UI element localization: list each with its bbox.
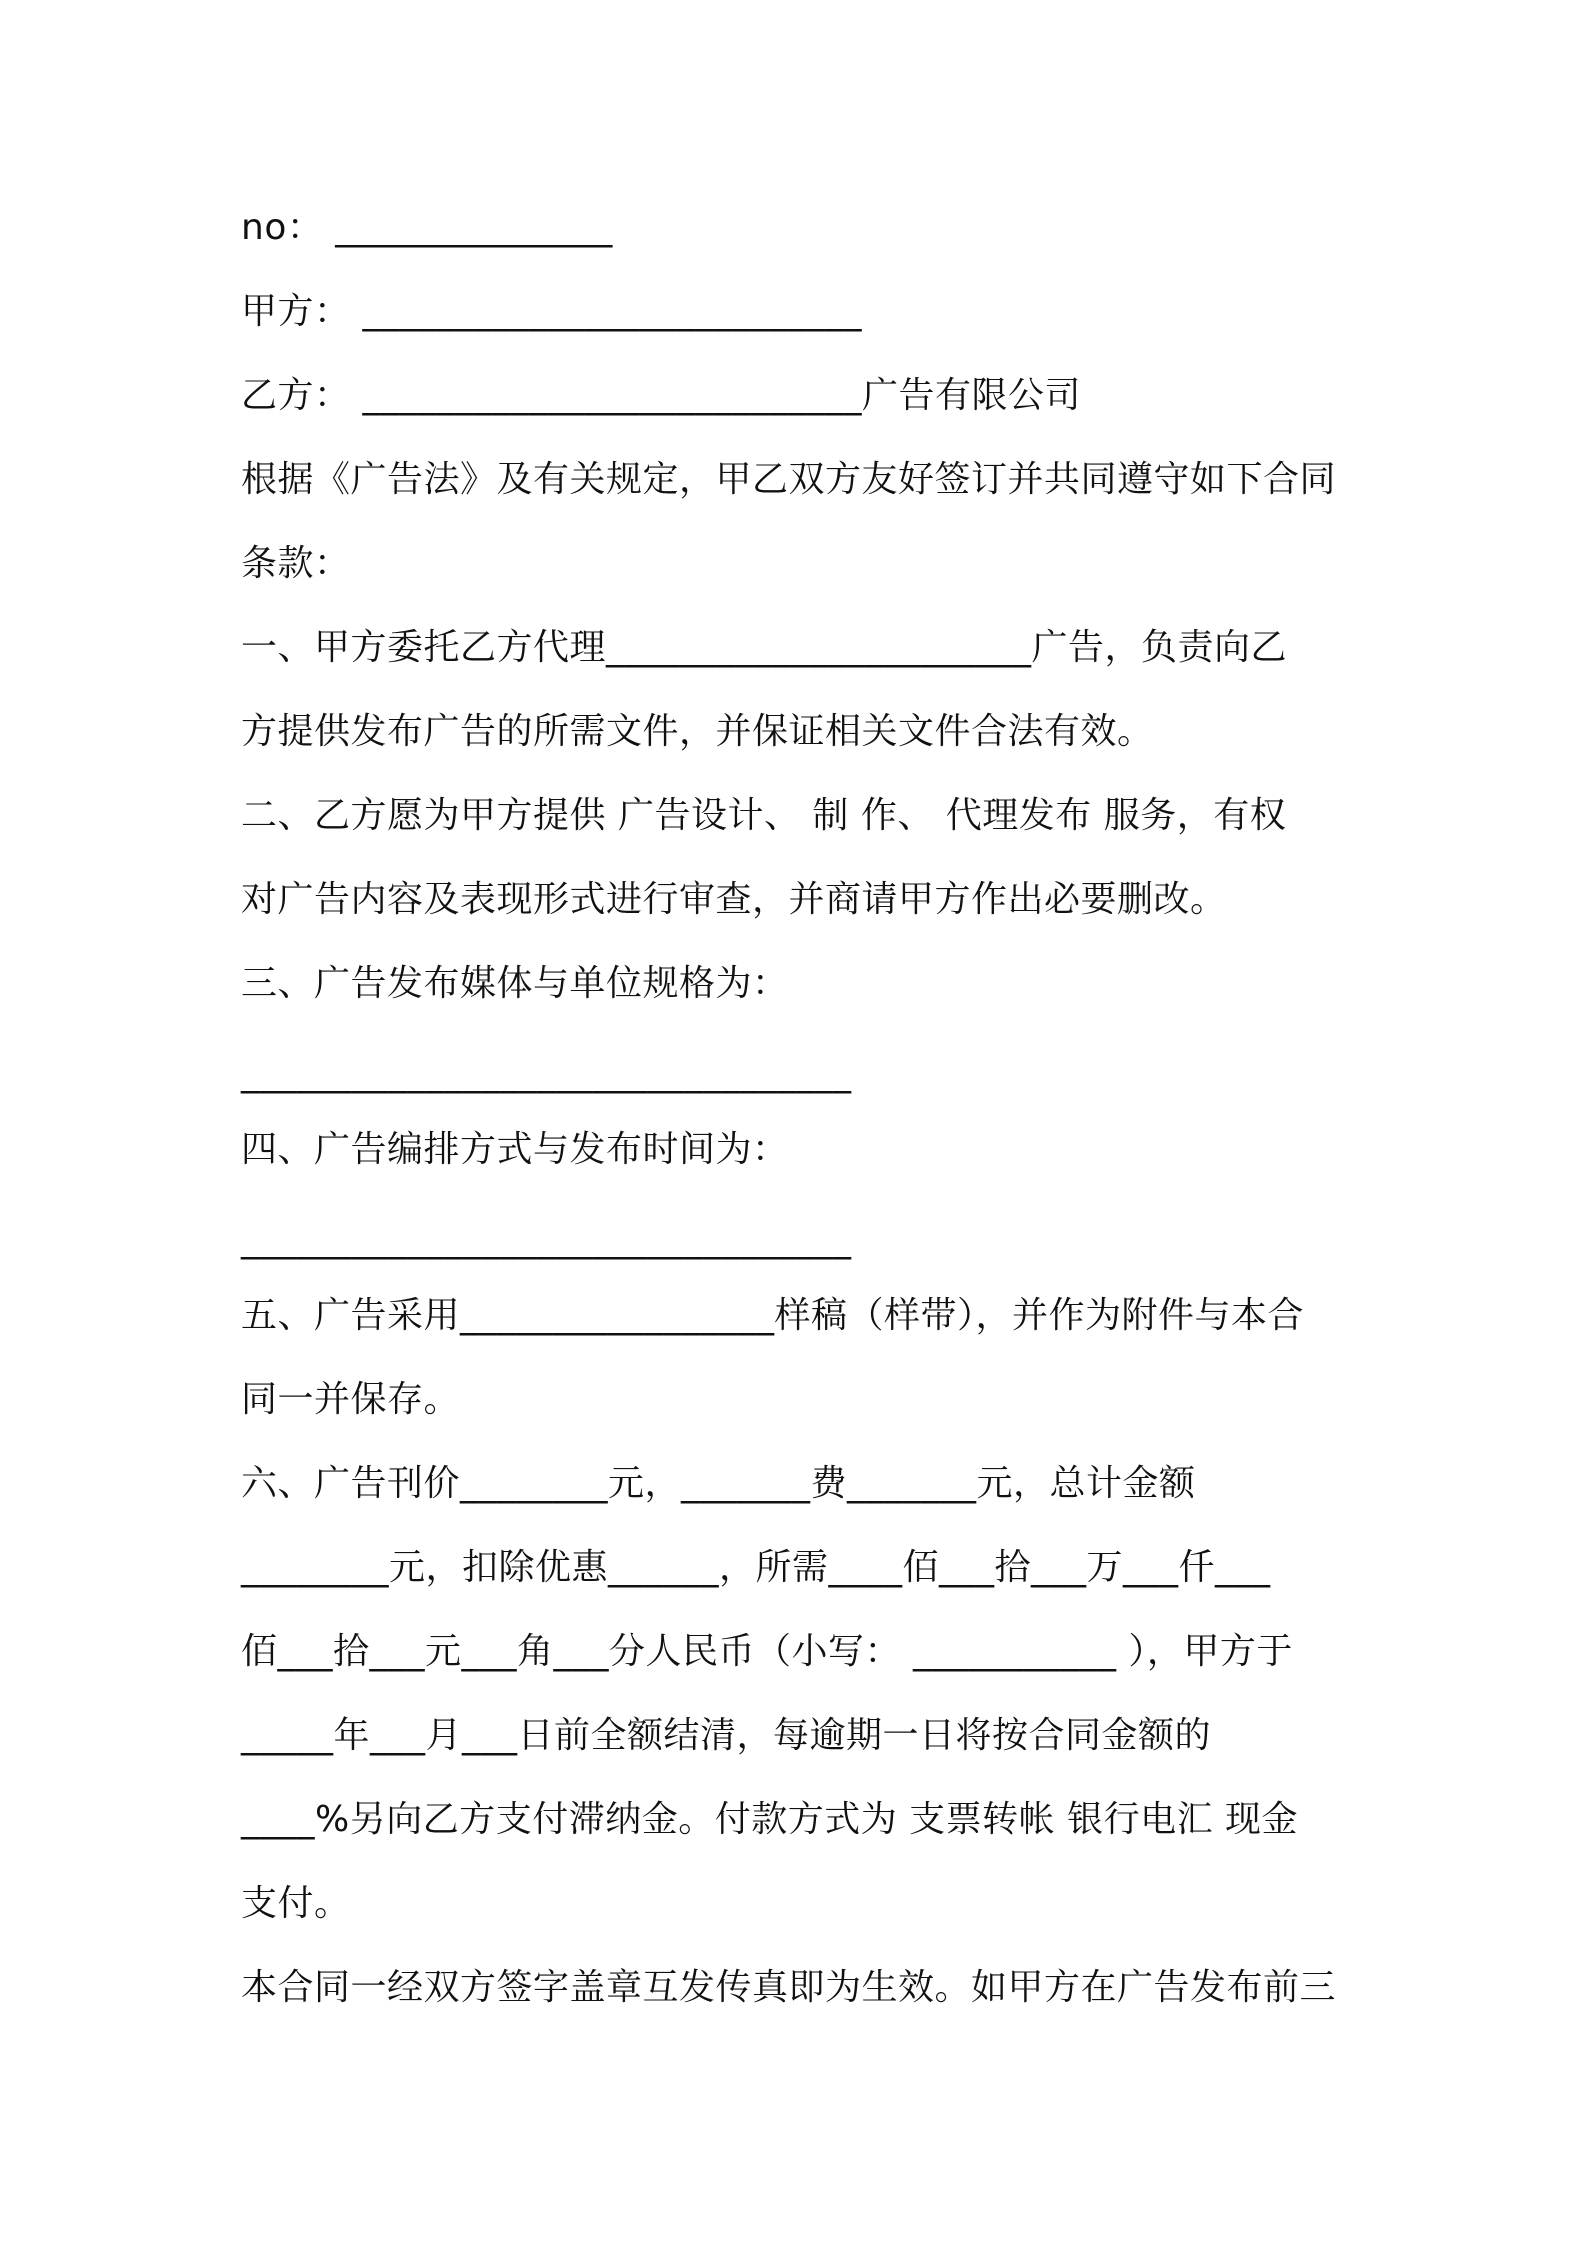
preamble-line-2: 条款： xyxy=(241,543,351,584)
clause-5-line-2: 同一并保存。 xyxy=(241,1379,461,1420)
clause-1-line-1: 一、甲方委托乙方代理_______________________广告，负责向乙 xyxy=(241,627,1288,668)
clause-3-blank: _________________________________ xyxy=(241,1053,852,1094)
clause-3-line: 三、广告发布媒体与单位规格为： xyxy=(241,963,789,1004)
effectiveness-line: 本合同一经双方签字盖章互发传真即为生效。如甲方在广告发布前三 xyxy=(241,1967,1337,2008)
contract-number-line: no： _______________ xyxy=(241,207,613,248)
preamble-line-1: 根据《广告法》及有关规定，甲乙双方友好签订并共同遵守如下合同 xyxy=(241,459,1337,500)
clause-6-line-1: 六、广告刊价________元，_______费_______元，总计金额 xyxy=(241,1463,1196,1504)
clause-6-line-4: _____年___月___日前全额结清，每逾期一日将按合同金额的 xyxy=(241,1715,1212,1756)
clause-6-line-3: 佰___拾___元___角___分人民币（小写： ___________ ），甲方于 xyxy=(241,1631,1293,1672)
clause-6-line-5: ____%另向乙方支付滞纳金。付款方式为 支票转帐 银行电汇 现金 xyxy=(241,1799,1299,1840)
clause-1-line-2: 方提供发布广告的所需文件，并保证相关文件合法有效。 xyxy=(241,711,1154,752)
clause-4-line: 四、广告编排方式与发布时间为： xyxy=(241,1129,789,1170)
clause-5-line-1: 五、广告采用_________________样稿（样带），并作为附件与本合 xyxy=(241,1295,1305,1336)
party-a-line: 甲方： ___________________________ xyxy=(241,291,862,332)
clause-2-line-2: 对广告内容及表现形式进行审查，并商请甲方作出必要删改。 xyxy=(241,879,1227,920)
clause-2-line-1: 二、乙方愿为甲方提供 广告设计、 制 作、 代理发布 服务，有权 xyxy=(241,795,1287,836)
clause-6-line-6: 支付。 xyxy=(241,1883,351,1924)
clause-6-line-2: ________元，扣除优惠______，所需____佰___拾___万___仟___ xyxy=(241,1547,1271,1588)
party-b-line: 乙方： ___________________________广告有限公司 xyxy=(241,375,1081,416)
clause-4-blank: _________________________________ xyxy=(241,1219,852,1260)
